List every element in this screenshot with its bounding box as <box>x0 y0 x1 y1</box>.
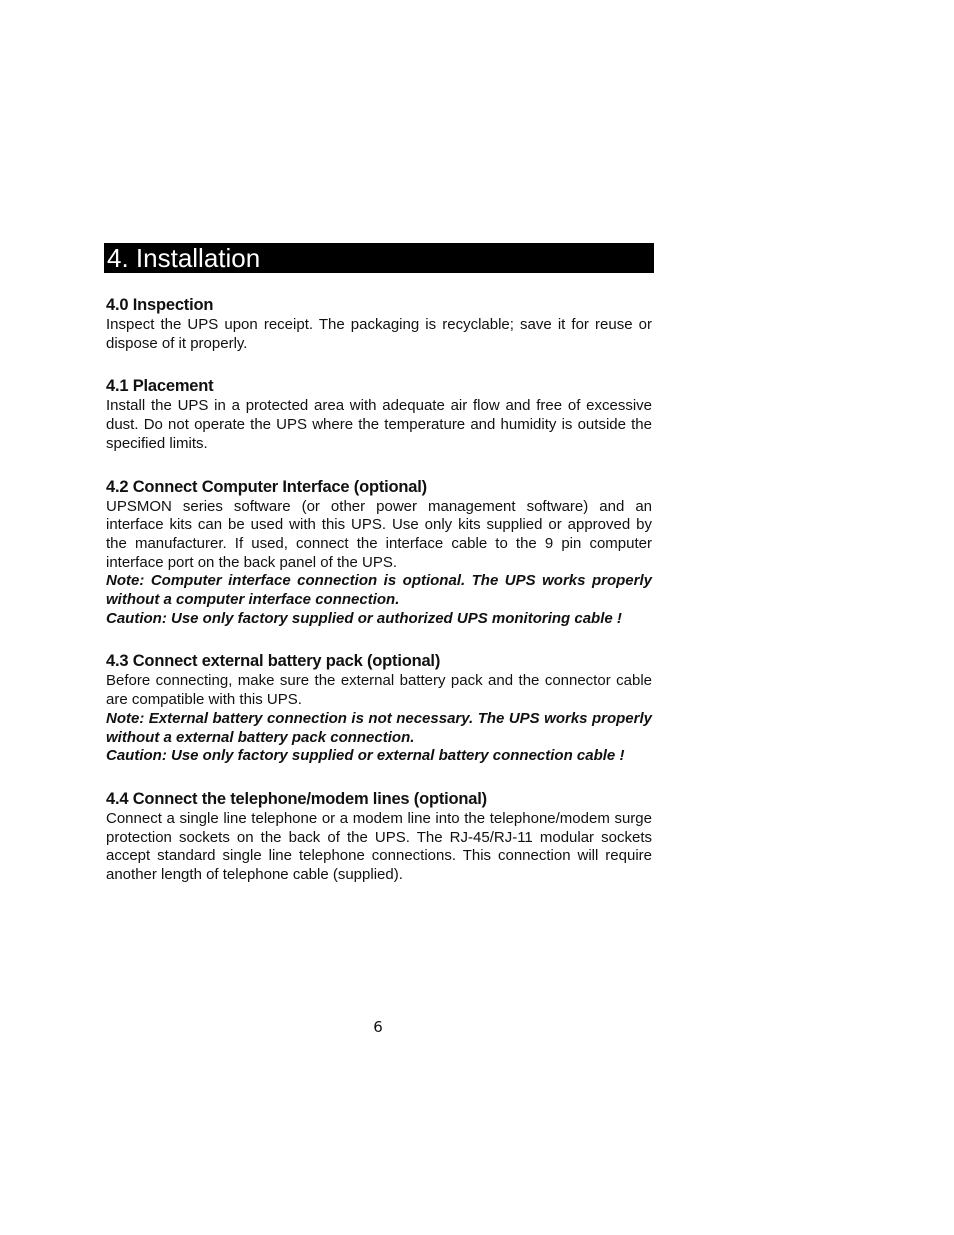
caution-text: Caution: Use only factory supplied or external battery connection cable ! <box>106 747 625 765</box>
caution-text: Caution: Use only factory supplied or authorized UPS monitoring cable ! <box>106 609 622 627</box>
section-inspection <box>106 295 652 353</box>
note-text: Note: External battery connection is not necessary. The UPS works properly without a external battery pack connection. <box>106 709 652 746</box>
section-heading: 4.0 Inspection <box>106 296 214 314</box>
section-paragraph: Inspect the UPS upon receipt. The packaging is recyclable; save it for reuse or dispose of it properly. <box>106 316 652 352</box>
section-heading: 4.1 Placement <box>106 377 214 396</box>
section-paragraph: UPSMON series software (or other power management software) and an interface kits can be used with this UPS. Use only kits supplied or approved by the manufacturer. If used, connect the interface cable to the 9 pin computer interface port on the back panel of the UPS. <box>106 497 652 571</box>
section-computer-interface <box>106 477 652 629</box>
page-number: 6 <box>373 1018 383 1036</box>
section-heading: 4.4 Connect the telephone/modem lines (optional) <box>106 789 487 808</box>
section-heading: 4.3 Connect external battery pack (optional) <box>106 652 441 671</box>
section-placement <box>106 376 652 453</box>
section-paragraph: Connect a single line telephone or a modem line into the telephone/modem surge protection sockets on the back of the UPS. The RJ-45/RJ-11 modular sockets accept standard single line telephone connections. This connection will require another length of telephone cable (supplied). <box>106 809 652 884</box>
chapter-header-bar <box>104 243 654 273</box>
document-body <box>106 295 652 908</box>
section-paragraph: Install the UPS in a protected area with adequate air flow and free of excessive dust. Do not operate the UPS where the temperature and humidity is outside the specified limits. <box>106 397 652 452</box>
section-telephone-modem <box>106 789 652 885</box>
note-text: Note: Computer interface connection is optional. The UPS works properly without a computer interface connection. <box>106 572 652 609</box>
chapter-title: 4. Installation <box>107 243 261 273</box>
section-heading: 4.2 Connect Computer Interface (optional) <box>106 477 427 496</box>
section-external-battery <box>106 651 652 766</box>
section-paragraph: Before connecting, make sure the external battery pack and the connector cable are compatible with this UPS. <box>106 672 652 709</box>
